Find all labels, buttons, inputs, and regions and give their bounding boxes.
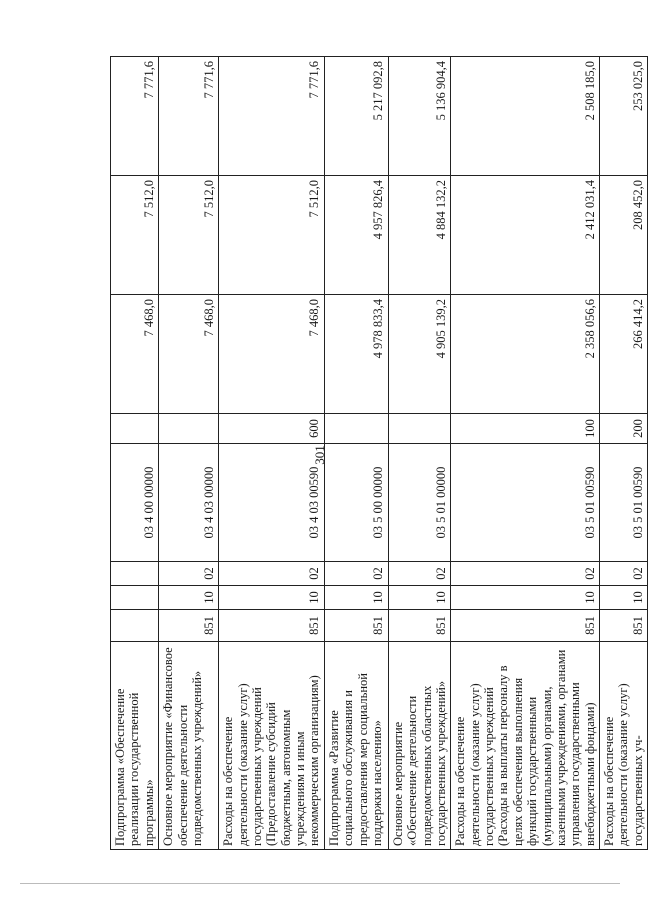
table-row [159,57,219,850]
row-name: Расходы на обеспечение деятельности (оказание услуг) государственных учреждений (Расходы на выплаты персоналу в целях обеспечения выполнения функций государственными (муниципальными) органами, казенными учреждениями, органами управления государственными внебюджетными фондами) [451,642,600,850]
row-amount-year3: 7 771,6 [111,57,159,176]
scan-edge-line [20,883,620,884]
row-ved-code: 851 [388,610,451,642]
row-subsection-code: 02 [324,562,388,586]
row-expense-type [111,414,159,444]
row-amount-year1: 7 468,0 [159,295,219,414]
row-section-code [111,586,159,610]
row-amount-year3: 5 136 904,4 [388,57,451,176]
row-ved-code: 851 [159,610,219,642]
row-amount-year2: 7 512,0 [219,176,325,295]
row-name: Расходы на обеспечение деятельности (оказание услуг) государственных учреждений (Предоставление субсидий бюджетным, автономным учреждениям и иным некоммерческим организациям) [219,642,325,850]
row-amount-year2: 7 512,0 [111,176,159,295]
row-expense-type: 200 [600,414,648,444]
budget-table-body [111,57,648,850]
row-ved-code: 851 [600,610,648,642]
row-amount-year2: 208 452,0 [600,176,648,295]
budget-table [110,56,648,850]
row-target-article: 03 5 01 00590 [600,444,648,562]
row-amount-year2: 4 884 132,2 [388,176,451,295]
page-number-text: 301 [312,445,327,465]
row-expense-type [388,414,451,444]
row-amount-year1: 7 468,0 [111,295,159,414]
table-row [324,57,388,850]
row-subsection-code: 02 [219,562,325,586]
row-subsection-code: 02 [451,562,600,586]
row-ved-code: 851 [324,610,388,642]
row-name: Основное мероприятие «Финансовое обеспечение деятельности подведомственных учреждений» [159,642,219,850]
row-name: Подпрограмма «Обеспечение реализации государственной программы» [111,642,159,850]
row-amount-year1: 4 978 833,4 [324,295,388,414]
row-amount-year3: 5 217 092,8 [324,57,388,176]
budget-table-rotated [110,57,645,850]
row-section-code: 10 [324,586,388,610]
row-target-article: 03 4 00 00000 [111,444,159,562]
row-target-article: 03 5 00 00000 [324,444,388,562]
table-row [600,57,648,850]
row-amount-year3: 7 771,6 [219,57,325,176]
table-row [111,57,159,850]
row-amount-year1: 7 468,0 [219,295,325,414]
row-amount-year3: 2 508 185,0 [451,57,600,176]
row-name: Расходы на обеспечение деятельности (оказание услуг) государственных уч- [600,642,648,850]
row-amount-year2: 4 957 826,4 [324,176,388,295]
row-amount-year1: 266 414,2 [600,295,648,414]
row-target-article: 03 5 01 00590 [451,444,600,562]
row-expense-type [324,414,388,444]
table-row [388,57,451,850]
row-amount-year3: 7 771,6 [159,57,219,176]
table-row [451,57,600,850]
row-ved-code: 851 [451,610,600,642]
row-name: Подпрограмма «Развитие социального обслуживания и предоставления мер социальной поддержки населению» [324,642,388,850]
row-subsection-code: 02 [159,562,219,586]
row-expense-type: 100 [451,414,600,444]
row-amount-year3: 253 025,0 [600,57,648,176]
row-section-code: 10 [219,586,325,610]
table-row [219,57,325,850]
row-amount-year2: 2 412 031,4 [451,176,600,295]
budget-table-container [110,57,645,850]
row-ved-code: 851 [219,610,325,642]
row-target-article: 03 4 03 00590 [219,444,325,562]
row-subsection-code [111,562,159,586]
row-section-code: 10 [451,586,600,610]
row-target-article: 03 4 03 00000 [159,444,219,562]
row-subsection-code: 02 [388,562,451,586]
row-expense-type: 600 [219,414,325,444]
row-section-code: 10 [388,586,451,610]
row-section-code: 10 [600,586,648,610]
row-name: Основное мероприятие «Обеспечение деятельности подведомственных областных государственных учреждений» [388,642,451,850]
row-amount-year1: 2 358 056,6 [451,295,600,414]
row-subsection-code: 02 [600,562,648,586]
row-section-code: 10 [159,586,219,610]
row-amount-year1: 4 905 139,2 [388,295,451,414]
row-ved-code [111,610,159,642]
row-amount-year2: 7 512,0 [159,176,219,295]
row-expense-type [159,414,219,444]
row-target-article: 03 5 01 00000 [388,444,451,562]
